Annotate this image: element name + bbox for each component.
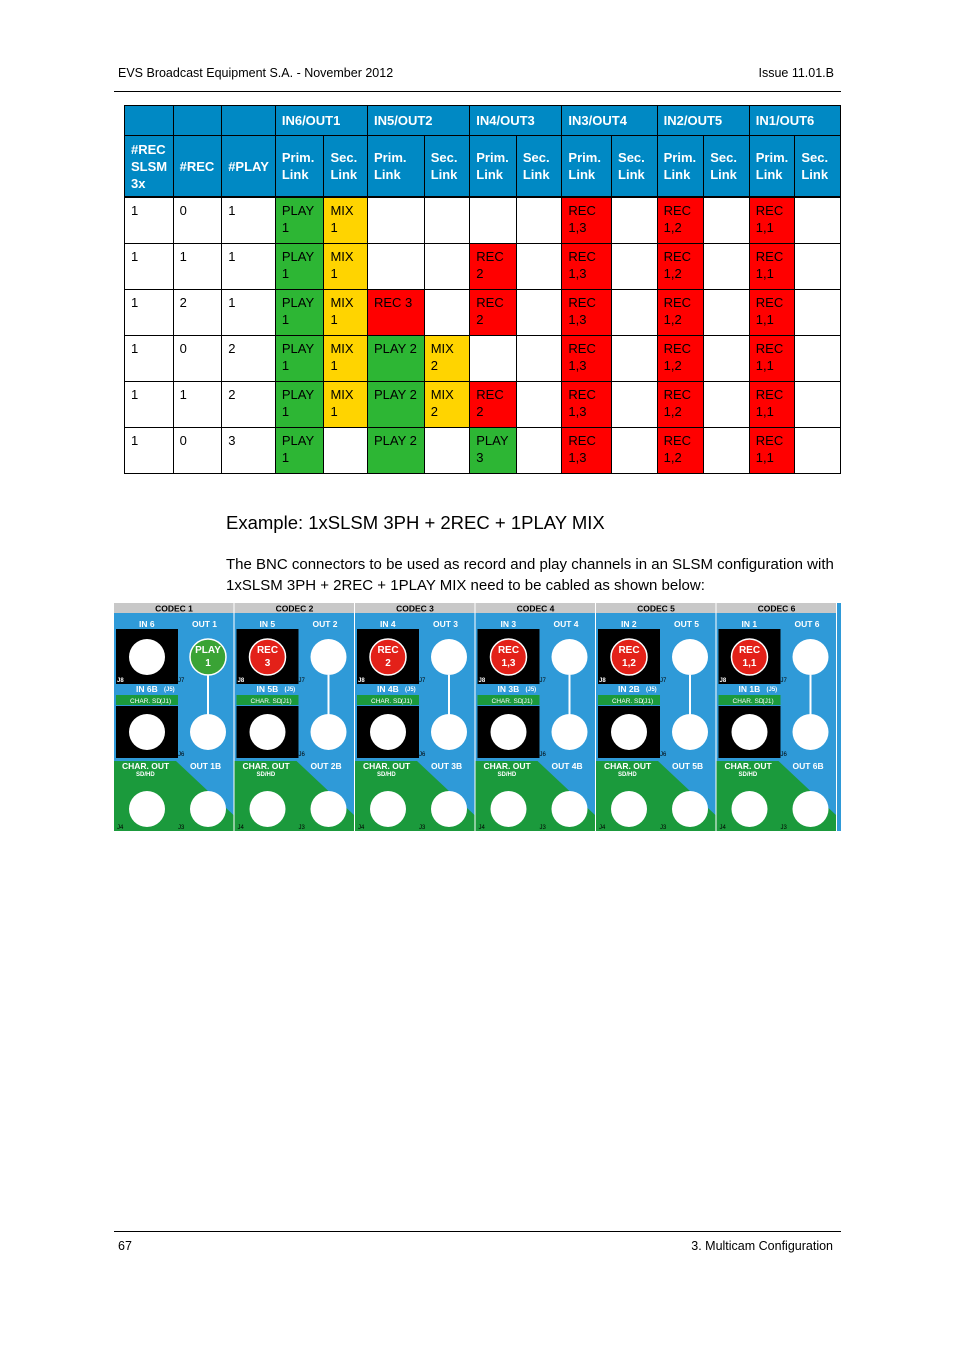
inb-label: IN 4B bbox=[377, 684, 399, 694]
table-row bbox=[125, 428, 841, 474]
empty-cell bbox=[795, 290, 841, 336]
inb-label: IN 3B bbox=[497, 684, 520, 694]
bnc-connector-icon bbox=[129, 639, 165, 675]
jack-label: J7 bbox=[298, 678, 305, 684]
empty-cell bbox=[470, 197, 517, 244]
outb-label: OUT 3B bbox=[431, 761, 463, 771]
jack-label: J7 bbox=[419, 678, 426, 684]
empty-cell bbox=[324, 428, 368, 474]
in-label: IN 6 bbox=[139, 619, 155, 629]
rec-cell: REC 1,1 bbox=[749, 382, 795, 428]
empty-cell bbox=[795, 244, 841, 290]
inb-label: IN 2B bbox=[618, 684, 640, 694]
group-header: IN2/OUT5 bbox=[657, 106, 749, 136]
bnc-connector-icon bbox=[311, 639, 347, 675]
char-sd-label: CHAR. SD bbox=[130, 698, 162, 705]
footer-rule bbox=[114, 1231, 841, 1232]
badge-line2: 1,1 bbox=[742, 658, 757, 669]
bnc-connector-icon bbox=[250, 791, 286, 827]
bnc-connector-icon bbox=[431, 791, 467, 827]
in-label: IN 2 bbox=[621, 619, 637, 629]
jack-label: J8 bbox=[358, 678, 365, 684]
bnc-connector-icon bbox=[491, 714, 527, 750]
rec-cell: REC 3 bbox=[367, 290, 424, 336]
jack-label: J3 bbox=[178, 825, 185, 831]
empty-cell bbox=[704, 428, 750, 474]
bnc-connector-panel bbox=[114, 603, 841, 831]
out-label: OUT 3 bbox=[433, 619, 459, 629]
mix-cell: MIX 1 bbox=[324, 382, 368, 428]
badge-line1: REC bbox=[618, 645, 640, 656]
bnc-connector-icon bbox=[732, 714, 768, 750]
char-out-label: CHAR. OUT bbox=[604, 761, 652, 771]
count-cell: 1 bbox=[222, 290, 276, 336]
bnc-connector-icon bbox=[552, 714, 588, 750]
sec-link-header: Sec. Link bbox=[795, 136, 841, 198]
play-cell: PLAY 1 bbox=[275, 244, 324, 290]
sec-link-header: Sec. Link bbox=[516, 136, 562, 198]
inb-label: IN 5B bbox=[256, 684, 279, 694]
outb-label: OUT 4B bbox=[551, 761, 583, 771]
prim-link-header: Prim. Link bbox=[367, 136, 424, 198]
play-cell: PLAY 1 bbox=[275, 382, 324, 428]
rec-cell: REC 1,3 bbox=[562, 290, 612, 336]
example-paragraph: The BNC connectors to be used as record and play channels in an SLSM configuration with 1xSLSM 3PH + 2REC + 1PLAY MIX need to be cabled as shown below: bbox=[226, 556, 834, 594]
bnc-connector-icon bbox=[370, 791, 406, 827]
empty-cell bbox=[367, 197, 424, 244]
empty-cell bbox=[612, 244, 658, 290]
bnc-connector-icon bbox=[129, 791, 165, 827]
rec-cell: REC 1,1 bbox=[749, 244, 795, 290]
out-label: OUT 4 bbox=[553, 619, 579, 629]
jack-label: J3 bbox=[298, 825, 305, 831]
jack-label: (J5) bbox=[405, 687, 416, 693]
mix-cell: MIX 1 bbox=[324, 244, 368, 290]
bnc-connector-icon bbox=[311, 714, 347, 750]
outb-label: OUT 2B bbox=[310, 761, 342, 771]
sdhd-label: SD/HD bbox=[377, 772, 396, 778]
count-header: #REC SLSM 3x bbox=[125, 136, 174, 198]
jack-label: (J1) bbox=[280, 698, 292, 705]
count-cell: 1 bbox=[125, 244, 174, 290]
count-cell: 1 bbox=[125, 336, 174, 382]
char-out-label: CHAR. OUT bbox=[724, 761, 772, 771]
jack-label: (J5) bbox=[646, 687, 657, 693]
codec-title: CODEC 6 bbox=[757, 603, 796, 614]
rec-cell: REC 1,2 bbox=[657, 428, 704, 474]
inb-label: IN 1B bbox=[738, 684, 761, 694]
jack-label: J7 bbox=[539, 678, 546, 684]
empty-cell bbox=[516, 382, 562, 428]
outb-label: OUT 5B bbox=[672, 761, 704, 771]
jack-label: J8 bbox=[117, 678, 124, 684]
badge-line1: REC bbox=[497, 645, 520, 656]
badge-line1: REC bbox=[377, 645, 399, 656]
jack-label: J8 bbox=[478, 678, 486, 684]
char-out-label: CHAR. OUT bbox=[122, 761, 170, 771]
empty-cell bbox=[470, 336, 517, 382]
codec-title: CODEC 5 bbox=[637, 603, 675, 614]
empty-cell bbox=[795, 382, 841, 428]
prim-link-header: Prim. Link bbox=[275, 136, 324, 198]
rec-cell: REC 1,3 bbox=[562, 428, 612, 474]
codec-title: CODEC 2 bbox=[275, 603, 314, 614]
play-cell: PLAY 1 bbox=[275, 290, 324, 336]
bnc-connector-icon bbox=[552, 639, 588, 675]
rec-cell: REC 1,2 bbox=[657, 244, 704, 290]
jack-label: J7 bbox=[660, 678, 667, 684]
count-cell: 2 bbox=[222, 382, 276, 428]
table-row bbox=[125, 382, 841, 428]
jack-label: J7 bbox=[780, 678, 787, 684]
rec-cell: REC 1,3 bbox=[562, 244, 612, 290]
empty-cell bbox=[704, 290, 750, 336]
count-cell: 1 bbox=[222, 244, 276, 290]
empty-cell bbox=[516, 428, 562, 474]
empty-cell bbox=[424, 244, 470, 290]
badge-line1: REC bbox=[256, 645, 279, 656]
char-out-label: CHAR. OUT bbox=[483, 761, 531, 771]
out-label: OUT 6 bbox=[794, 619, 820, 629]
codec-title: CODEC 1 bbox=[155, 603, 193, 614]
play-cell: PLAY 2 bbox=[367, 336, 424, 382]
mix-cell: MIX 2 bbox=[424, 336, 470, 382]
sdhd-label: SD/HD bbox=[738, 772, 758, 778]
badge-line2: 3 bbox=[264, 658, 271, 669]
sec-link-header: Sec. Link bbox=[424, 136, 470, 198]
jack-label: J8 bbox=[237, 678, 245, 684]
empty-cell bbox=[424, 428, 470, 474]
empty-cell bbox=[704, 336, 750, 382]
in-label: IN 5 bbox=[259, 619, 276, 629]
empty-cell bbox=[612, 336, 658, 382]
jack-label: J4 bbox=[599, 825, 606, 831]
channel-mapping-table bbox=[124, 105, 841, 474]
bnc-connector-icon bbox=[311, 791, 347, 827]
outb-label: OUT 1B bbox=[190, 761, 222, 771]
out-label: OUT 1 bbox=[192, 619, 218, 629]
sdhd-label: SD/HD bbox=[618, 772, 637, 778]
char-sd-label: CHAR. SD bbox=[732, 698, 764, 705]
bnc-connector-icon bbox=[190, 791, 226, 827]
bnc-connector-icon bbox=[370, 714, 406, 750]
count-cell: 2 bbox=[173, 290, 222, 336]
in-label: IN 1 bbox=[741, 619, 758, 629]
group-header: IN4/OUT3 bbox=[470, 106, 562, 136]
page-number: 67 bbox=[118, 1239, 132, 1253]
empty-cell bbox=[612, 290, 658, 336]
bnc-connector-icon bbox=[491, 791, 527, 827]
empty-cell bbox=[516, 336, 562, 382]
jack-label: J8 bbox=[719, 678, 727, 684]
jack-label: J3 bbox=[419, 825, 426, 831]
badge-line2: 1,3 bbox=[501, 658, 516, 669]
jack-label: J3 bbox=[539, 825, 546, 831]
bnc-connector-icon bbox=[431, 639, 467, 675]
count-cell: 0 bbox=[173, 336, 222, 382]
empty-cell bbox=[612, 197, 658, 244]
table-corner-cell bbox=[125, 106, 174, 136]
prim-link-header: Prim. Link bbox=[562, 136, 612, 198]
badge-line2: 1,2 bbox=[622, 658, 636, 669]
table-row bbox=[125, 197, 841, 244]
play-cell: PLAY 1 bbox=[275, 197, 324, 244]
example-title: Example: 1xSLSM 3PH + 2REC + 1PLAY MIX bbox=[226, 512, 605, 533]
page-header-right: Issue 11.01.B bbox=[758, 66, 834, 80]
jack-label: (J1) bbox=[160, 698, 172, 705]
char-sd-label: CHAR. SD bbox=[612, 698, 644, 705]
jack-label: J6 bbox=[780, 752, 787, 758]
jack-label: J4 bbox=[117, 825, 124, 831]
empty-cell bbox=[612, 382, 658, 428]
jack-label: J6 bbox=[660, 752, 667, 758]
mix-cell: MIX 1 bbox=[324, 197, 368, 244]
bnc-connector-icon bbox=[672, 714, 708, 750]
codec-title: CODEC 4 bbox=[516, 603, 555, 614]
rec-cell: REC 1,3 bbox=[562, 197, 612, 244]
count-cell: 0 bbox=[173, 428, 222, 474]
sdhd-label: SD/HD bbox=[256, 772, 276, 778]
bnc-connector-icon bbox=[793, 714, 829, 750]
play-cell: PLAY 2 bbox=[367, 382, 424, 428]
empty-cell bbox=[704, 382, 750, 428]
table-corner-cell bbox=[173, 106, 222, 136]
count-cell: 1 bbox=[173, 382, 222, 428]
group-header: IN3/OUT4 bbox=[562, 106, 657, 136]
jack-label: J6 bbox=[419, 752, 426, 758]
jack-label: (J5) bbox=[164, 687, 175, 693]
sdhd-label: SD/HD bbox=[136, 772, 155, 778]
prim-link-header: Prim. Link bbox=[470, 136, 517, 198]
rec-cell: REC 1,2 bbox=[657, 290, 704, 336]
table-row bbox=[125, 244, 841, 290]
bnc-connector-icon bbox=[250, 714, 286, 750]
char-sd-label: CHAR. SD bbox=[250, 698, 282, 705]
in-label: IN 4 bbox=[380, 619, 396, 629]
out-label: OUT 5 bbox=[674, 619, 700, 629]
empty-cell bbox=[516, 290, 562, 336]
jack-label: (J5) bbox=[525, 687, 537, 693]
group-header: IN6/OUT1 bbox=[275, 106, 367, 136]
count-cell: 1 bbox=[125, 290, 174, 336]
empty-cell bbox=[424, 197, 470, 244]
jack-label: (J1) bbox=[521, 698, 533, 705]
rec-cell: REC 2 bbox=[470, 382, 517, 428]
bnc-connector-icon bbox=[672, 639, 708, 675]
empty-cell bbox=[516, 197, 562, 244]
jack-label: J4 bbox=[237, 825, 244, 831]
sec-link-header: Sec. Link bbox=[324, 136, 368, 198]
play-cell: PLAY 3 bbox=[470, 428, 517, 474]
bnc-connector-icon bbox=[732, 791, 768, 827]
play-cell: PLAY 2 bbox=[367, 428, 424, 474]
group-header: IN5/OUT2 bbox=[367, 106, 469, 136]
jack-label: J8 bbox=[599, 678, 606, 684]
jack-label: J3 bbox=[780, 825, 787, 831]
outb-label: OUT 6B bbox=[792, 761, 824, 771]
empty-cell bbox=[367, 244, 424, 290]
bnc-connector-icon bbox=[611, 791, 647, 827]
mix-cell: MIX 1 bbox=[324, 290, 368, 336]
empty-cell bbox=[704, 197, 750, 244]
jack-label: J6 bbox=[539, 752, 546, 758]
jack-label: J3 bbox=[660, 825, 667, 831]
rec-cell: REC 1,2 bbox=[657, 336, 704, 382]
mix-cell: MIX 1 bbox=[324, 336, 368, 382]
jack-label: (J5) bbox=[284, 687, 296, 693]
jack-label: (J1) bbox=[642, 698, 654, 705]
empty-cell bbox=[795, 428, 841, 474]
jack-label: J6 bbox=[178, 752, 185, 758]
jack-label: J6 bbox=[298, 752, 305, 758]
prim-link-header: Prim. Link bbox=[657, 136, 704, 198]
play-cell: PLAY 1 bbox=[275, 428, 324, 474]
badge-line2: 1 bbox=[205, 658, 211, 669]
rec-cell: REC 2 bbox=[470, 290, 517, 336]
jack-label: J4 bbox=[719, 825, 726, 831]
rec-cell: REC 1,2 bbox=[657, 197, 704, 244]
jack-label: (J1) bbox=[401, 698, 413, 705]
count-header: #PLAY bbox=[222, 136, 276, 198]
empty-cell bbox=[516, 244, 562, 290]
count-cell: 1 bbox=[173, 244, 222, 290]
table-row bbox=[125, 290, 841, 336]
jack-label: (J5) bbox=[766, 687, 778, 693]
rec-cell: REC 1,1 bbox=[749, 428, 795, 474]
empty-cell bbox=[795, 336, 841, 382]
rec-cell: REC 1,3 bbox=[562, 336, 612, 382]
inb-label: IN 6B bbox=[136, 684, 158, 694]
bnc-connector-icon bbox=[611, 714, 647, 750]
play-cell: PLAY 1 bbox=[275, 336, 324, 382]
char-out-label: CHAR. OUT bbox=[242, 761, 290, 771]
rec-cell: REC 2 bbox=[470, 244, 517, 290]
badge-line1: PLAY bbox=[195, 645, 221, 656]
empty-cell bbox=[704, 244, 750, 290]
rec-cell: REC 1,1 bbox=[749, 290, 795, 336]
rec-cell: REC 1,3 bbox=[562, 382, 612, 428]
chapter-title: 3. Multicam Configuration bbox=[691, 1239, 833, 1253]
sdhd-label: SD/HD bbox=[497, 772, 517, 778]
sec-link-header: Sec. Link bbox=[612, 136, 658, 198]
prim-link-header: Prim. Link bbox=[749, 136, 795, 198]
jack-label: J4 bbox=[358, 825, 365, 831]
rec-cell: REC 1,1 bbox=[749, 336, 795, 382]
count-cell: 1 bbox=[125, 382, 174, 428]
bnc-connector-icon bbox=[672, 791, 708, 827]
sec-link-header: Sec. Link bbox=[704, 136, 750, 198]
codec-title: CODEC 3 bbox=[396, 603, 434, 614]
badge-line2: 2 bbox=[385, 658, 391, 669]
bnc-connector-icon bbox=[431, 714, 467, 750]
count-cell: 1 bbox=[125, 197, 174, 244]
empty-cell bbox=[612, 428, 658, 474]
bnc-connector-icon bbox=[190, 714, 226, 750]
group-header: IN1/OUT6 bbox=[749, 106, 840, 136]
count-cell: 1 bbox=[125, 428, 174, 474]
empty-cell bbox=[424, 290, 470, 336]
count-cell: 1 bbox=[222, 197, 276, 244]
jack-label: J7 bbox=[178, 678, 185, 684]
bnc-connector-icon bbox=[552, 791, 588, 827]
badge-line1: REC bbox=[738, 645, 761, 656]
count-header: #REC bbox=[173, 136, 222, 198]
rec-cell: REC 1,2 bbox=[657, 382, 704, 428]
jack-label: J4 bbox=[478, 825, 485, 831]
jack-label: (J1) bbox=[762, 698, 774, 705]
count-cell: 0 bbox=[173, 197, 222, 244]
mix-cell: MIX 2 bbox=[424, 382, 470, 428]
bnc-connector-icon bbox=[793, 639, 829, 675]
rec-cell: REC 1,1 bbox=[749, 197, 795, 244]
count-cell: 2 bbox=[222, 336, 276, 382]
page-header-left: EVS Broadcast Equipment S.A. - November 2012 bbox=[118, 66, 394, 80]
char-sd-label: CHAR. SD bbox=[371, 698, 403, 705]
header-rule bbox=[114, 91, 841, 92]
bnc-connector-icon bbox=[793, 791, 829, 827]
in-label: IN 3 bbox=[500, 619, 517, 629]
table-corner-cell bbox=[222, 106, 276, 136]
char-sd-label: CHAR. SD bbox=[491, 698, 523, 705]
char-out-label: CHAR. OUT bbox=[363, 761, 411, 771]
table-row bbox=[125, 336, 841, 382]
out-label: OUT 2 bbox=[312, 619, 338, 629]
count-cell: 3 bbox=[222, 428, 276, 474]
empty-cell bbox=[795, 197, 841, 244]
bnc-connector-icon bbox=[129, 714, 165, 750]
